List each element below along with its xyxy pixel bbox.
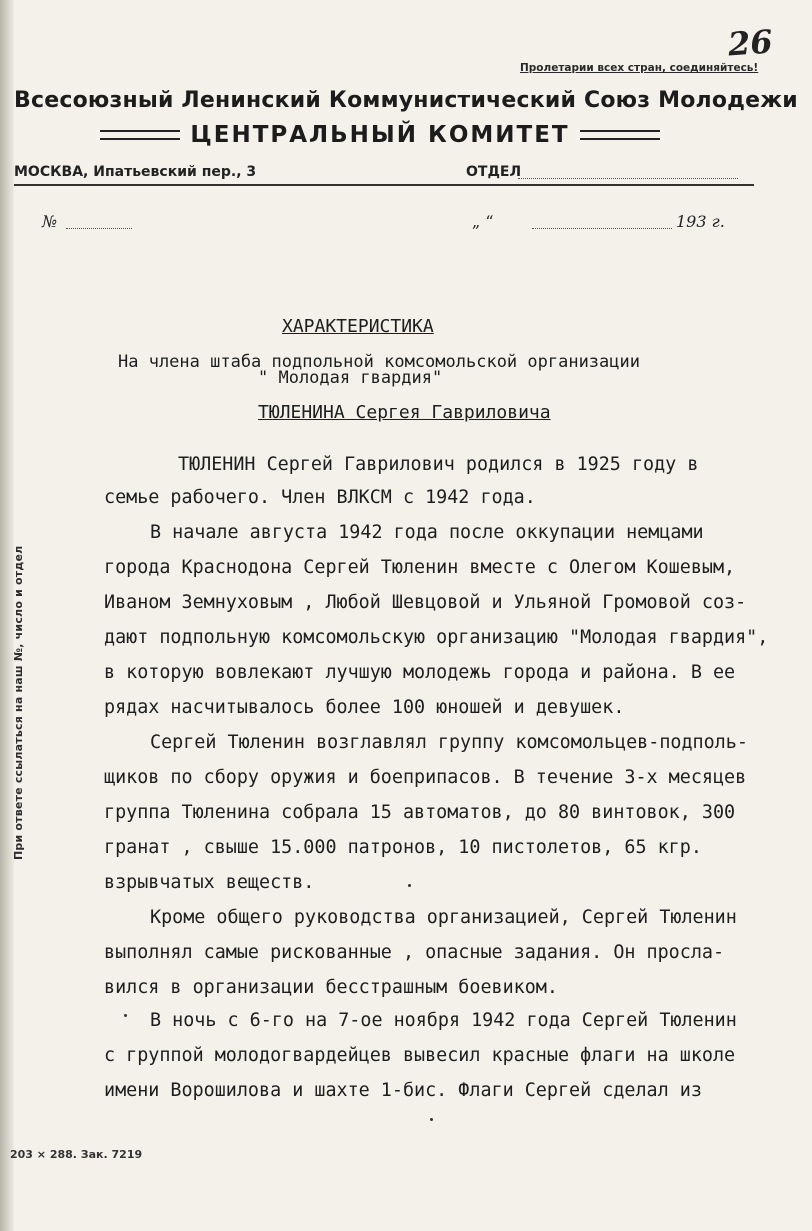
body-line: Кроме общего руководства организацией, Сергей Тюленин: [150, 907, 737, 928]
committee-title: ЦЕНТРАЛЬНЫЙ КОМИТЕТ: [190, 122, 570, 148]
ink-speck: [124, 1014, 127, 1017]
department-blank: [518, 178, 738, 179]
body-line: семье рабочего. Член ВЛКСМ с 1942 года.: [104, 487, 536, 508]
number-label: №: [42, 212, 58, 231]
body-line: группа Тюленина собрала 15 автоматов, до 80 винтовок, 300: [104, 802, 736, 823]
department-label: ОТДЕЛ: [466, 164, 522, 180]
organization-name: Всесоюзный Ленинский Коммунистический Союз Молодежи: [14, 88, 798, 113]
organization-quote: " Молодая гвардия": [258, 368, 443, 388]
body-line: вился в организации бесстрашным боевиком.: [104, 977, 558, 998]
body-line: города Краснодона Сергей Тюленин вместе с Олегом Кошевым,: [104, 557, 736, 578]
subject-name: ТЮЛЕНИНА Сергея Гавриловича: [258, 402, 551, 423]
date-quotes: „ “: [472, 212, 494, 231]
header-divider: [14, 184, 754, 186]
committee-banner: [100, 120, 660, 150]
year-field: 193 г.: [676, 212, 725, 231]
margin-note: При ответе ссылаться на наш №, число и отдел: [12, 545, 25, 860]
body-line: Сергей Тюленин возглавлял группу комсомольцев-подполь-: [150, 732, 748, 753]
double-rule-right: [580, 130, 660, 140]
ink-speck: [430, 1118, 433, 1121]
double-rule-left: [100, 130, 180, 140]
body-line: в которую вовлекают лучшую молодежь города и района. В ее: [104, 662, 736, 683]
body-line: В ночь с 6-го на 7-ое ноября 1942 года Сергей Тюленин: [150, 1010, 737, 1031]
page-number-handwritten: 26: [726, 22, 774, 64]
ink-speck: [408, 884, 411, 887]
document-title: ХАРАКТЕРИСТИКА: [282, 316, 434, 337]
body-line: В начале августа 1942 года после оккупации немцами: [150, 522, 704, 543]
body-line: гранат , свыше 15.000 патронов, 10 пистолетов, 65 кгр.: [104, 837, 702, 858]
date-blank: [532, 228, 672, 229]
print-info: 203 × 288. Зак. 7219: [10, 1148, 143, 1161]
body-line: взрывчатых веществ.: [104, 872, 315, 893]
motto: Пролетарии всех стран, соединяйтесь!: [520, 62, 759, 74]
body-line: дают подпольную комсомольскую организацию "Молодая гвардия",: [104, 627, 769, 648]
body-line: с группой молодогвардейцев вывесил красные флаги на школе: [104, 1045, 736, 1066]
body-line: Иваном Земнуховым , Любой Шевцовой и Ульяной Громовой соз-: [104, 592, 747, 613]
body-line: щиков по сбору оружия и боеприпасов. В течение 3-х месяцев: [104, 767, 747, 788]
body-line: ТЮЛЕНИН Сергей Гаврилович родился в 1925 году в: [178, 454, 699, 475]
document-subtitle: На члена штаба подпольной комсомольской организации: [118, 352, 640, 372]
body-line: рядах насчитывалось более 100 юношей и девушек.: [104, 697, 625, 718]
body-line: имени Ворошилова и шахте 1-бис. Флаги Сергей сделал из: [104, 1080, 702, 1101]
number-blank: [66, 228, 132, 229]
body-line: выполнял самые рискованные , опасные задания. Он просла-: [104, 942, 725, 963]
address: МОСКВА, Ипатьевский пер., 3: [14, 164, 257, 180]
